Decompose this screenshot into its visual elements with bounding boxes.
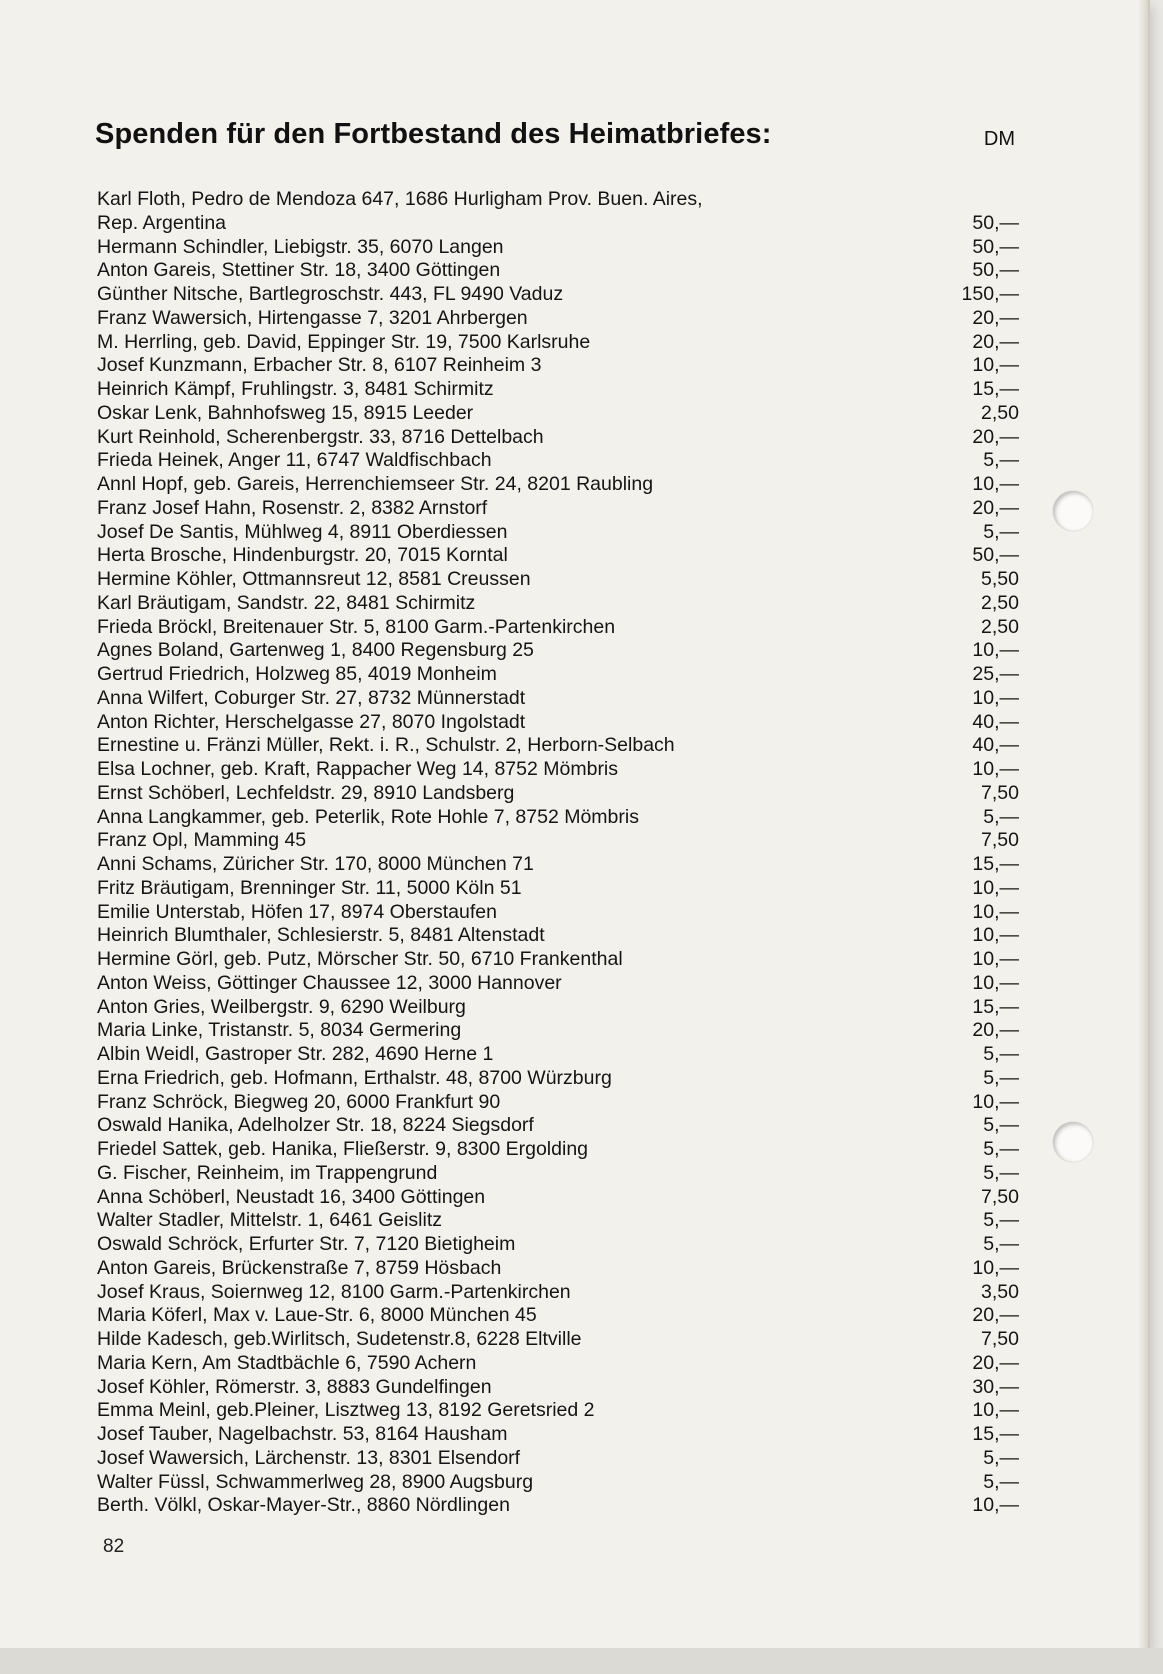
donor-name-address: Anna Langkammer, geb. Peterlik, Rote Hohle 7, 8752 Mömbris (97, 805, 639, 828)
donor-name-address: Maria Linke, Tristanstr. 5, 8034 Germering (97, 1019, 462, 1042)
donor-name-address: Josef De Santis, Mühlweg 4, 8911 Oberdiessen (97, 520, 508, 543)
donor-name-address: Frieda Bröckl, Breitenauer Str. 5, 8100 Garm.-Partenkirchen (97, 615, 616, 638)
donation-amount: 15,— (972, 1423, 1019, 1445)
donation-row (97, 1257, 1019, 1281)
donation-row (97, 663, 1019, 687)
donation-row (97, 1233, 1019, 1257)
donation-row (97, 996, 1019, 1020)
scan-background (0, 1648, 1163, 1674)
donation-amount: 10,— (972, 948, 1019, 970)
donation-amount: 5,— (983, 1233, 1019, 1255)
donor-name-address: Anton Gareis, Stettiner Str. 18, 3400 Göttingen (97, 259, 501, 282)
donation-row (97, 1423, 1019, 1447)
donation-amount: 5,— (983, 1470, 1019, 1493)
donation-row (97, 1114, 1019, 1138)
donation-amount: 150,— (961, 283, 1019, 305)
donation-amount: 5,— (983, 1209, 1019, 1232)
donation-row (97, 544, 1019, 568)
donation-amount: 20,— (972, 496, 1019, 519)
donation-row (97, 1304, 1019, 1328)
donor-name-address: Oskar Lenk, Bahnhofsweg 15, 8915 Leeder (97, 401, 474, 424)
donation-amount: 40,— (972, 734, 1019, 757)
donor-name-address: Agnes Boland, Gartenweg 1, 8400 Regensburg 25 (97, 639, 534, 662)
donation-row (97, 782, 1019, 806)
donation-row (97, 1471, 1019, 1495)
donor-name-address: Erna Friedrich, geb. Hofmann, Erthalstr. 48, 8700 Würzburg (97, 1066, 612, 1089)
donation-row (97, 378, 1019, 402)
donation-row (97, 568, 1019, 592)
donation-amount: 20,— (972, 1351, 1019, 1374)
donor-name-address: Anton Gareis, Brückenstraße 7, 8759 Hösbach (97, 1256, 502, 1279)
donor-name-address: Fritz Bräutigam, Brenninger Str. 11, 5000 Köln 51 (97, 876, 522, 899)
donation-row (97, 1186, 1019, 1210)
donation-row (97, 1138, 1019, 1162)
donor-name-address: M. Herrling, geb. David, Eppinger Str. 19, 7500 Karlsruhe (97, 330, 591, 353)
donor-name-address: Josef Kraus, Soiernweg 12, 8100 Garm.-Partenkirchen (97, 1280, 571, 1303)
donation-row (97, 331, 1019, 355)
donation-amount: 10,— (972, 639, 1019, 662)
donation-row (97, 924, 1019, 948)
donation-amount: 10,— (972, 473, 1019, 495)
donor-name-address: Josef Kunzmann, Erbacher Str. 8, 6107 Reinheim 3 (97, 354, 542, 377)
donation-row (97, 521, 1019, 545)
donation-row (97, 972, 1019, 996)
donor-name-address: Heinrich Kämpf, Fruhlingstr. 3, 8481 Schirmitz (97, 378, 494, 400)
donation-amount: 3,50 (981, 1280, 1019, 1303)
donor-name-address: Karl Bräutigam, Sandstr. 22, 8481 Schirmitz (97, 591, 476, 614)
donation-amount: 7,50 (981, 1185, 1019, 1208)
donor-name-address: Friedel Sattek, geb. Hanika, Fließerstr. 9, 8300 Ergolding (97, 1138, 589, 1160)
donation-amount: 7,50 (981, 781, 1019, 804)
donation-row (97, 1067, 1019, 1091)
donor-name-address: Hermann Schindler, Liebigstr. 35, 6070 Langen (97, 235, 504, 258)
donor-name-address: Karl Floth, Pedro de Mendoza 647, 1686 Hurligham Prov. Buen. Aires, (97, 188, 703, 210)
donor-name-address: Emma Meinl, geb.Pleiner, Lisztweg 13, 8192 Geretsried 2 (97, 1399, 595, 1422)
donor-name-address: Franz Schröck, Biegweg 20, 6000 Frankfurt 90 (97, 1090, 501, 1113)
donation-amount: 10,— (972, 924, 1019, 947)
donation-row (97, 1328, 1019, 1352)
donation-amount: 10,— (972, 354, 1019, 377)
donation-row (97, 853, 1019, 877)
page-header (95, 118, 1015, 168)
donor-name-address: Franz Josef Hahn, Rosenstr. 2, 8382 Arnstorf (97, 496, 488, 519)
punch-hole-icon (1053, 491, 1093, 531)
donor-name-address: Heinrich Blumthaler, Schlesierstr. 5, 8481 Altenstadt (97, 924, 545, 947)
donation-amount: 10,— (972, 1256, 1019, 1279)
donation-amount: 20,— (972, 306, 1019, 329)
donation-amount: 50,— (972, 235, 1019, 258)
donor-name-address: Hermine Köhler, Ottmannsreut 12, 8581 Creussen (97, 568, 531, 590)
donation-row (97, 1281, 1019, 1305)
donation-row (97, 877, 1019, 901)
donor-name-address: Maria Köferl, Max v. Laue-Str. 6, 8000 München 45 (97, 1304, 537, 1327)
donation-amount: 5,— (983, 1138, 1019, 1160)
donor-name-address: Anna Schöberl, Neustadt 16, 3400 Göttingen (97, 1185, 486, 1208)
donation-list (97, 188, 1019, 1518)
donation-row (97, 1447, 1019, 1471)
donor-name-address: Annl Hopf, geb. Gareis, Herrenchiemseer Str. 24, 8201 Raubling (97, 473, 654, 495)
donation-amount: 7,50 (981, 829, 1019, 852)
donation-amount: 7,50 (981, 1328, 1019, 1350)
donation-amount: 50,— (972, 544, 1019, 567)
donor-name-address: Oswald Hanika, Adelholzer Str. 18, 8224 Siegsdorf (97, 1114, 534, 1137)
donation-row (97, 1043, 1019, 1067)
donation-row (97, 283, 1019, 307)
donation-row (97, 948, 1019, 972)
donation-row (97, 806, 1019, 830)
donation-row (97, 758, 1019, 782)
donor-name-address: G. Fischer, Reinheim, im Trappengrund (97, 1161, 438, 1184)
donation-row (97, 449, 1019, 473)
donation-row (97, 734, 1019, 758)
donation-row (97, 1376, 1019, 1400)
donation-amount: 5,— (983, 805, 1019, 828)
donor-name-address: Elsa Lochner, geb. Kraft, Rappacher Weg 14, 8752 Mömbris (97, 758, 619, 780)
donor-name-address: Hilde Kadesch, geb.Wirlitsch, Sudetenstr.8, 6228 Eltville (97, 1328, 582, 1350)
donation-row (97, 259, 1019, 283)
page-edge-shadow (1138, 0, 1148, 1648)
donation-amount: 5,— (983, 1043, 1019, 1065)
donation-row (97, 354, 1019, 378)
donor-name-address: Walter Stadler, Mittelstr. 1, 6461 Geislitz (97, 1209, 442, 1232)
donor-name-address: Josef Wawersich, Lärchenstr. 13, 8301 Elsendorf (97, 1446, 521, 1469)
donor-name-address: Maria Kern, Am Stadtbächle 6, 7590 Achern (97, 1351, 477, 1374)
donor-name-address: Günther Nitsche, Bartlegroschstr. 443, FL 9490 Vaduz (97, 283, 564, 305)
donation-amount: 15,— (972, 853, 1019, 875)
donation-amount: 2,50 (981, 615, 1019, 638)
donation-row (97, 236, 1019, 260)
donation-amount: 40,— (972, 710, 1019, 733)
donor-name-address: Rep. Argentina (97, 211, 227, 234)
donation-row (97, 1399, 1019, 1423)
donation-amount: 2,50 (981, 401, 1019, 424)
donation-amount: 10,— (972, 686, 1019, 709)
donation-row (97, 188, 1019, 212)
donor-name-address: Herta Brosche, Hindenburgstr. 20, 7015 Korntal (97, 544, 508, 567)
donor-name-address: Emilie Unterstab, Höfen 17, 8974 Oberstaufen (97, 900, 497, 923)
donor-name-address: Anna Wilfert, Coburger Str. 27, 8732 Münnerstadt (97, 686, 526, 709)
punch-hole-icon (1053, 1122, 1093, 1162)
donation-amount: 20,— (972, 330, 1019, 353)
donation-row (97, 829, 1019, 853)
donation-row (97, 473, 1019, 497)
donation-row (97, 307, 1019, 331)
donor-name-address: Oswald Schröck, Erfurter Str. 7, 7120 Bietigheim (97, 1233, 516, 1255)
donor-name-address: Albin Weidl, Gastroper Str. 282, 4690 Herne 1 (97, 1043, 494, 1065)
donation-amount: 5,— (983, 449, 1019, 472)
donor-name-address: Anton Gries, Weilbergstr. 9, 6290 Weilburg (97, 995, 466, 1018)
donor-name-address: Ernestine u. Fränzi Müller, Rekt. i. R., Schulstr. 2, Herborn-Selbach (97, 734, 675, 757)
donation-amount: 5,— (983, 520, 1019, 543)
donation-row (97, 901, 1019, 925)
donation-amount: 2,50 (981, 591, 1019, 614)
donation-row (97, 639, 1019, 663)
donation-amount: 10,— (972, 900, 1019, 923)
donor-name-address: Franz Opl, Mamming 45 (97, 829, 307, 852)
donation-row (97, 1209, 1019, 1233)
donation-amount: 50,— (972, 211, 1019, 234)
donor-name-address: Frieda Heinek, Anger 11, 6747 Waldfischbach (97, 449, 492, 472)
donation-row (97, 687, 1019, 711)
donation-amount: 10,— (972, 1399, 1019, 1422)
donation-amount: 10,— (972, 1090, 1019, 1113)
donation-amount: 10,— (972, 876, 1019, 899)
donation-row (97, 1019, 1019, 1043)
donor-name-address: Anton Richter, Herschelgasse 27, 8070 Ingolstadt (97, 710, 526, 733)
donation-row (97, 1352, 1019, 1376)
donation-amount: 15,— (972, 378, 1019, 400)
donation-amount: 15,— (972, 995, 1019, 1018)
donor-name-address: Kurt Reinhold, Scherenbergstr. 33, 8716 Dettelbach (97, 425, 544, 448)
donation-amount: 5,— (983, 1161, 1019, 1184)
donation-amount: 30,— (972, 1375, 1019, 1398)
donation-amount: 5,— (983, 1446, 1019, 1469)
donor-name-address: Gertrud Friedrich, Holzweg 85, 4019 Monheim (97, 663, 497, 685)
donation-row (97, 592, 1019, 616)
donor-name-address: Anni Schams, Züricher Str. 170, 8000 München 71 (97, 853, 534, 875)
donation-row (97, 212, 1019, 236)
donor-name-address: Franz Wawersich, Hirtengasse 7, 3201 Ahrbergen (97, 306, 528, 329)
donor-name-address: Ernst Schöberl, Lechfeldstr. 29, 8910 Landsberg (97, 781, 515, 804)
donation-row (97, 616, 1019, 640)
donation-amount: 50,— (972, 259, 1019, 282)
donor-name-address: Anton Weiss, Göttinger Chaussee 12, 3000 Hannover (97, 971, 562, 994)
donor-name-address: Walter Füssl, Schwammerlweg 28, 8900 Augsburg (97, 1470, 534, 1493)
donation-row (97, 1162, 1019, 1186)
donation-amount: 20,— (972, 425, 1019, 448)
donation-row (97, 426, 1019, 450)
donation-amount: 20,— (972, 1304, 1019, 1327)
donation-amount: 20,— (972, 1019, 1019, 1042)
donation-row (97, 711, 1019, 735)
donor-name-address: Josef Tauber, Nagelbachstr. 53, 8164 Hausham (97, 1423, 508, 1445)
donation-row (97, 1091, 1019, 1115)
page-number: 82 (103, 1536, 125, 1557)
donation-row (97, 497, 1019, 521)
donation-row (97, 402, 1019, 426)
page-title: Spenden für den Fortbestand des Heimatbriefes: (95, 118, 772, 150)
donation-amount: 10,— (972, 1494, 1019, 1517)
donation-amount: 10,— (972, 758, 1019, 780)
donation-row (97, 1494, 1019, 1518)
donation-amount: 5,— (983, 1114, 1019, 1137)
donation-amount: 5,50 (981, 568, 1019, 590)
donation-amount: 25,— (972, 663, 1019, 685)
donation-amount: 5,— (983, 1066, 1019, 1089)
donor-name-address: Berth. Völkl, Oskar-Mayer-Str., 8860 Nördlingen (97, 1494, 510, 1517)
currency-unit-label: DM (983, 128, 1015, 150)
donor-name-address: Josef Köhler, Römerstr. 3, 8883 Gundelfingen (97, 1375, 492, 1398)
donation-amount: 10,— (972, 971, 1019, 994)
donor-name-address: Hermine Görl, geb. Putz, Mörscher Str. 50, 6710 Frankenthal (97, 948, 623, 970)
